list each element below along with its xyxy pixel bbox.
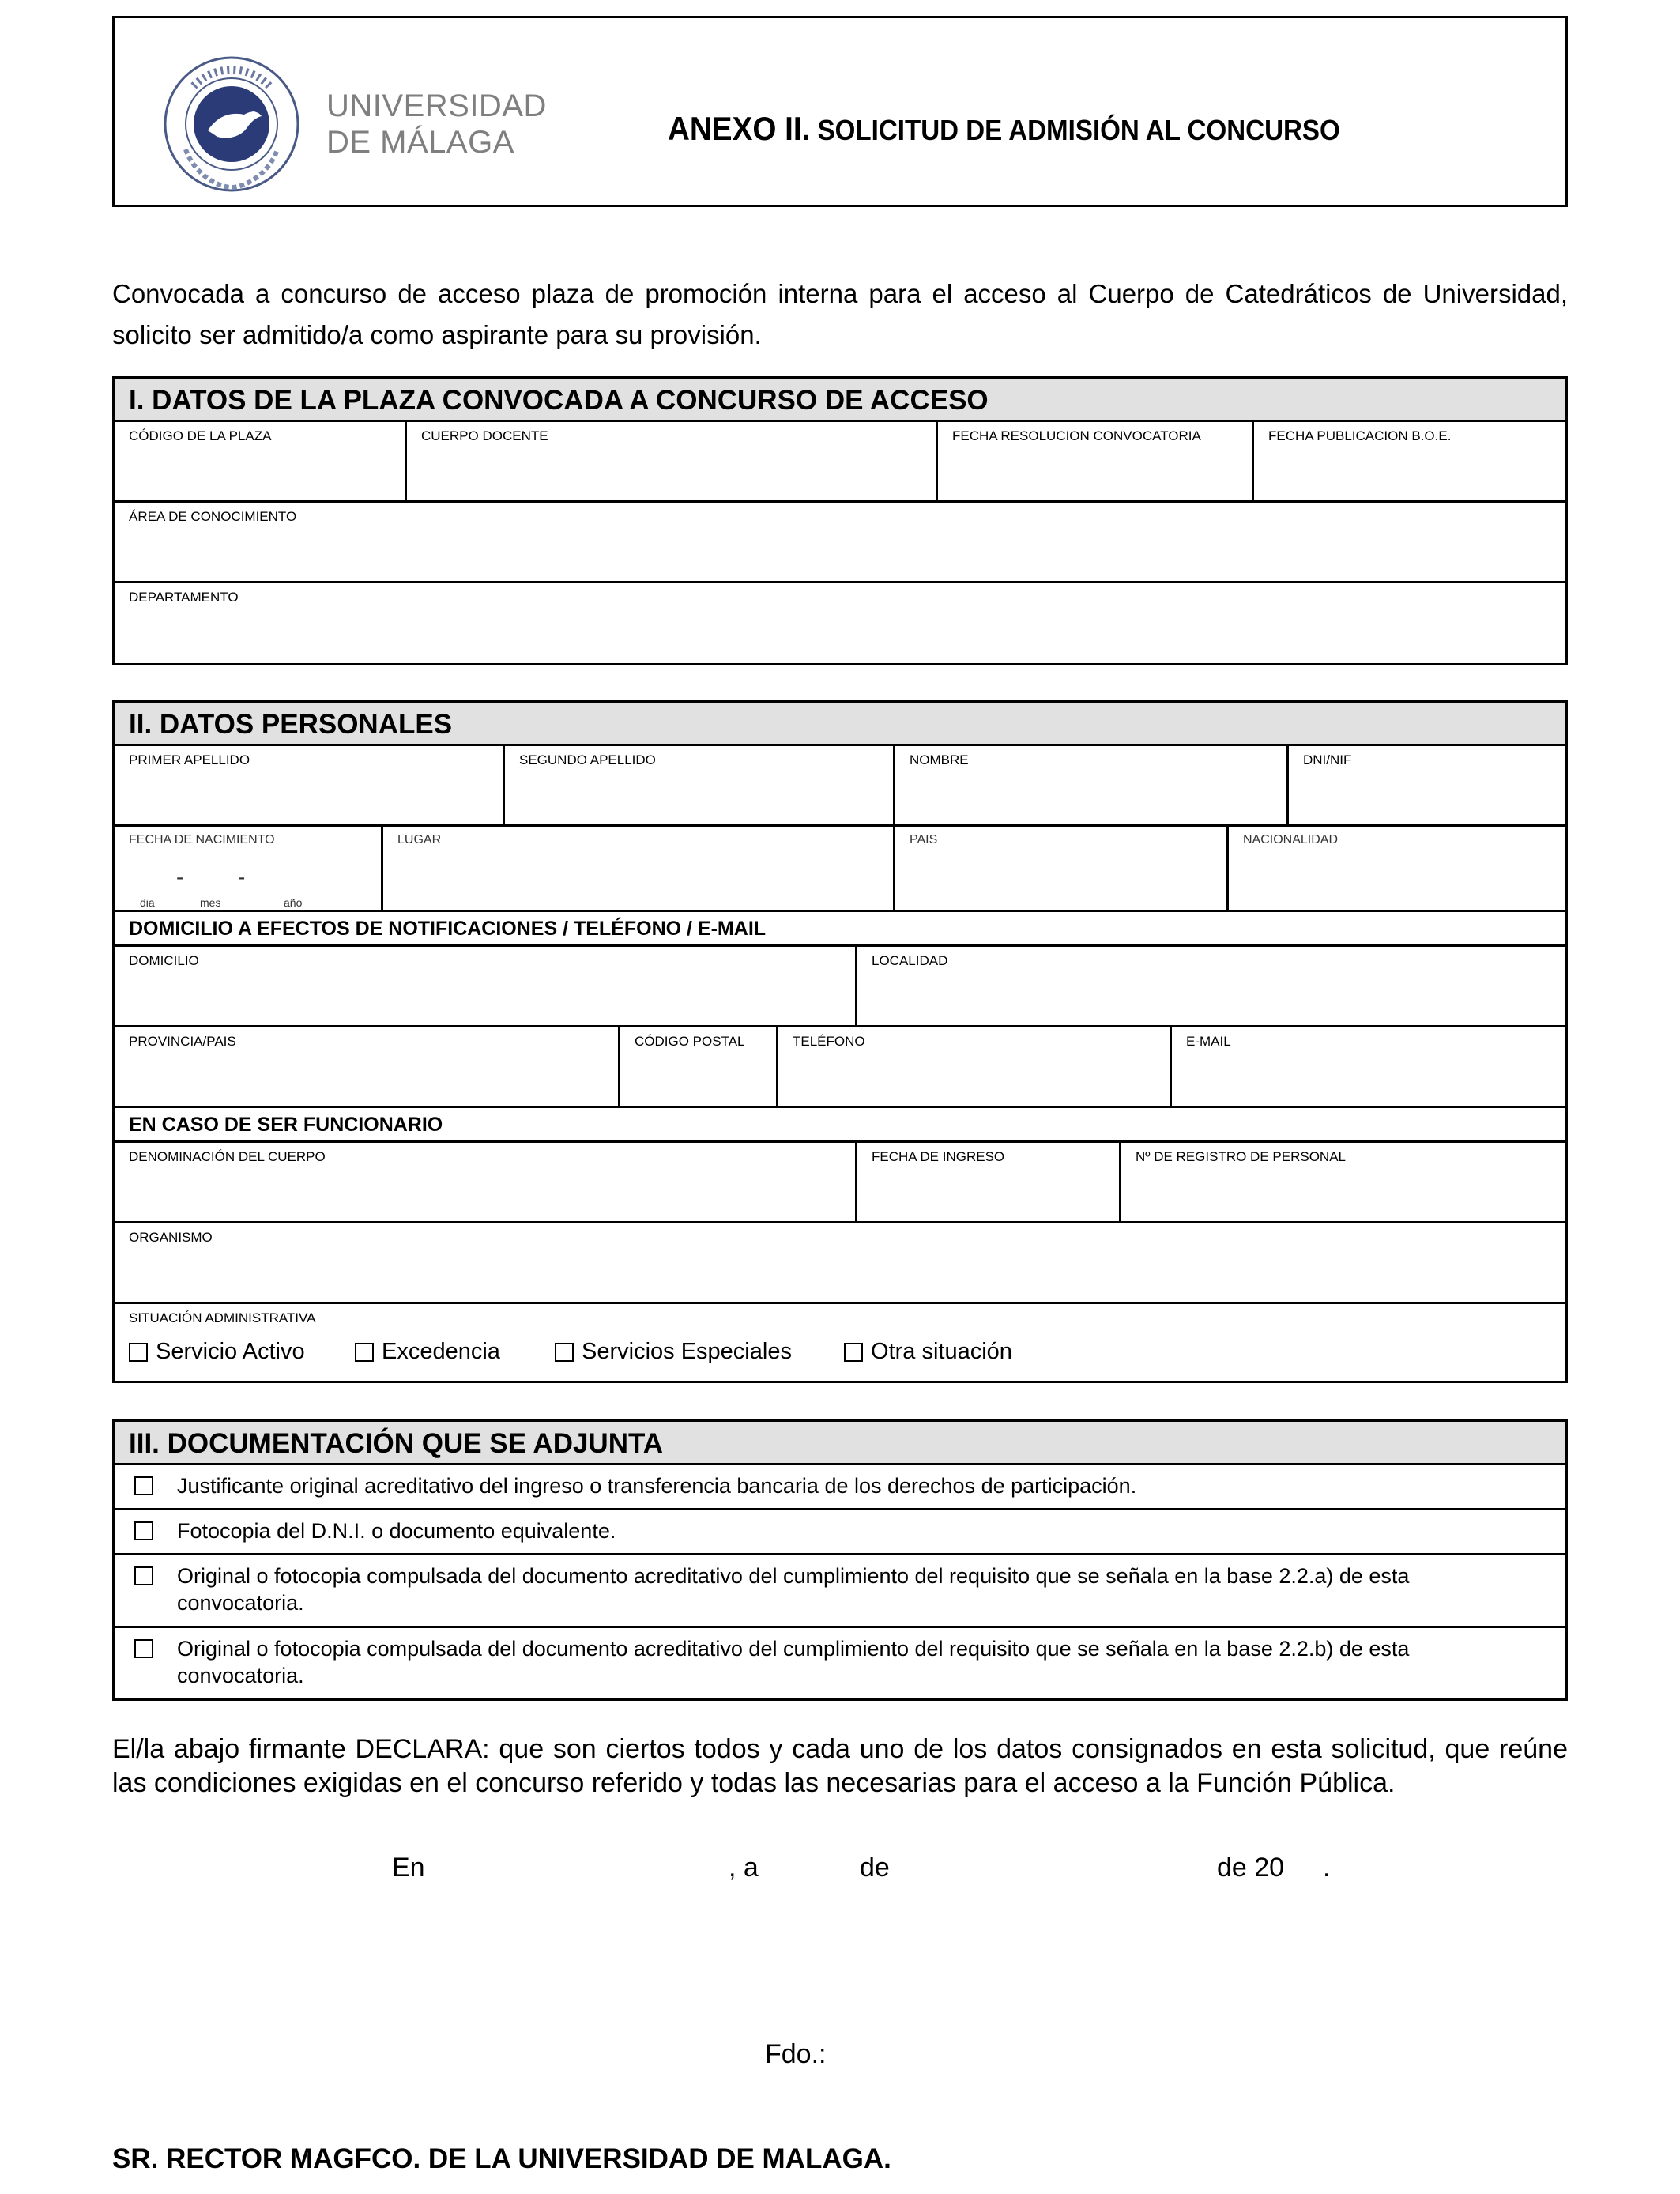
title-main: ANEXO II. — [668, 110, 811, 147]
personal-row-7 — [115, 1304, 1565, 1377]
personal-row-5 — [115, 1143, 1565, 1223]
domicilio-subheading: DOMICILIO A EFECTOS DE NOTIFICACIONES / TELÉFONO / E-MAIL — [115, 912, 1565, 947]
option-label: Excedencia — [382, 1339, 500, 1364]
checkbox[interactable] — [134, 1476, 153, 1495]
checkbox[interactable] — [844, 1343, 863, 1362]
doc-item-requisito-b[interactable] — [115, 1628, 1565, 1698]
place-en: En — [392, 1853, 425, 1883]
section-personal — [112, 700, 1568, 1383]
primer-apellido-field[interactable]: PRIMER APELLIDO — [115, 746, 505, 824]
doc-item-label: Fotocopia del D.N.I. o documento equivalente. — [177, 1519, 616, 1543]
option-excedencia[interactable] — [355, 1339, 555, 1365]
checkbox[interactable] — [555, 1343, 574, 1362]
checkbox[interactable] — [355, 1343, 374, 1362]
lugar-field[interactable]: LUGAR — [383, 827, 895, 910]
declaration-paragraph: El/la abajo firmante DECLARA: que son ciertos todos y cada uno de los datos consignados en esta solicitud, que reúne las condiciones exigidas en el concurso referido y todas las necesarias para el acceso a la Función Pública. — [112, 1734, 1568, 1798]
plaza-row-3 — [115, 583, 1565, 663]
doc-item-requisito-a[interactable] — [115, 1555, 1565, 1628]
option-otra-situacion[interactable] — [844, 1339, 1012, 1365]
personal-row-2 — [115, 827, 1565, 912]
nombre-field[interactable]: NOMBRE — [895, 746, 1289, 824]
telefono-field[interactable]: TELÉFONO — [778, 1027, 1172, 1106]
day-label: dia — [140, 896, 155, 909]
funcionario-subheading: EN CASO DE SER FUNCIONARIO — [115, 1108, 1565, 1143]
codigo-plaza-field[interactable]: CÓDIGO DE LA PLAZA — [115, 422, 407, 500]
plaza-row-2 — [115, 503, 1565, 583]
doc-item-justificante[interactable] — [115, 1465, 1565, 1510]
date-dot: . — [1323, 1853, 1331, 1883]
document-header — [112, 16, 1568, 207]
situacion-options — [129, 1339, 1012, 1365]
email-field[interactable]: E-MAIL — [1186, 1034, 1231, 1049]
personal-row-4 — [115, 1027, 1565, 1108]
date-de-20: de 20 — [1217, 1853, 1285, 1883]
personal-row-3 — [115, 947, 1565, 1027]
title-sub: SOLICITUD DE ADMISIÓN AL CONCURSO — [810, 114, 1340, 146]
codigo-postal-field[interactable]: CÓDIGO POSTAL — [620, 1027, 778, 1106]
situacion-label: SITUACIÓN ADMINISTRATIVA — [129, 1310, 316, 1325]
fecha-publicacion-field[interactable]: FECHA PUBLICACION B.O.E. — [1268, 428, 1452, 443]
nacionalidad-field[interactable]: NACIONALIDAD — [1243, 833, 1339, 846]
fecha-ingreso-field[interactable]: FECHA DE INGRESO — [857, 1143, 1121, 1221]
fecha-nacimiento-label: FECHA DE NACIMIENTO — [129, 833, 275, 846]
doc-item-dni[interactable] — [115, 1510, 1565, 1555]
date-separator-1: - — [176, 865, 184, 889]
checkbox[interactable] — [134, 1521, 153, 1540]
option-servicio-activo[interactable] — [129, 1339, 355, 1365]
year-label: año — [284, 896, 303, 909]
addressee: SR. RECTOR MAGFCO. DE LA UNIVERSIDAD DE MALAGA. — [112, 2143, 891, 2174]
organismo-field[interactable]: ORGANISMO — [129, 1230, 213, 1245]
university-seal-logo — [162, 55, 301, 194]
registro-personal-field[interactable]: Nº DE REGISTRO DE PERSONAL — [1136, 1149, 1346, 1164]
checkbox[interactable] — [134, 1639, 153, 1658]
date-separator-2: - — [238, 865, 246, 889]
area-conocimiento-field[interactable]: ÁREA DE CONOCIMIENTO — [129, 509, 297, 524]
fecha-resolucion-field[interactable]: FECHA RESOLUCION CONVOCATORIA — [938, 422, 1254, 500]
intro-paragraph: Convocada a concurso de acceso plaza de promoción interna para el acceso al Cuerpo de Catedráticos de Universidad, solicito ser admitido/a como aspirante para su provisión. — [112, 279, 1568, 349]
signature-label: Fdo.: — [765, 2039, 827, 2069]
plaza-row-1 — [115, 422, 1565, 503]
place-a: , a — [729, 1853, 759, 1883]
pais-field[interactable]: PAIS — [895, 827, 1229, 910]
section-documentacion — [112, 1419, 1568, 1701]
dni-field[interactable]: DNI/NIF — [1303, 752, 1352, 767]
option-label: Servicio Activo — [156, 1339, 305, 1364]
personal-row-6 — [115, 1223, 1565, 1304]
denominacion-cuerpo-field[interactable]: DENOMINACIÓN DEL CUERPO — [115, 1143, 857, 1221]
month-label: mes — [200, 896, 221, 909]
checkbox[interactable] — [134, 1566, 153, 1585]
section-plaza — [112, 376, 1568, 665]
wordmark-line-1: UNIVERSIDAD — [326, 89, 547, 123]
option-label: Servicios Especiales — [582, 1339, 792, 1364]
section-documentacion-title: III. DOCUMENTACIÓN QUE SE ADJUNTA — [115, 1422, 1565, 1465]
date-de: de — [860, 1853, 890, 1883]
checkbox[interactable] — [129, 1343, 148, 1362]
doc-item-label: Justificante original acreditativo del ingreso o transferencia bancaria de los derechos de participación. — [177, 1474, 1137, 1498]
provincia-field[interactable]: PROVINCIA/PAIS — [115, 1027, 620, 1106]
university-wordmark — [326, 88, 547, 160]
personal-row-1 — [115, 746, 1565, 827]
wordmark-line-2: DE MÁLAGA — [326, 125, 514, 160]
document-title — [668, 110, 1340, 148]
option-servicios-especiales[interactable] — [555, 1339, 844, 1365]
cuerpo-docente-field[interactable]: CUERPO DOCENTE — [407, 422, 938, 500]
doc-item-label: Original o fotocopia compulsada del documento acreditativo del cumplimiento del requisito que se señala en la base 2.2.a) de esta convocatoria. — [177, 1564, 1410, 1615]
section-personal-title: II. DATOS PERSONALES — [115, 703, 1565, 746]
option-label: Otra situación — [871, 1339, 1012, 1364]
fecha-nacimiento-field[interactable] — [115, 827, 383, 910]
departamento-field[interactable]: DEPARTAMENTO — [129, 590, 239, 605]
situacion-administrativa-cell — [115, 1304, 1565, 1377]
section-plaza-title: I. DATOS DE LA PLAZA CONVOCADA A CONCURSO DE ACCESO — [115, 379, 1565, 422]
localidad-field[interactable]: LOCALIDAD — [872, 953, 948, 968]
domicilio-field[interactable]: DOMICILIO — [115, 947, 857, 1025]
doc-item-label: Original o fotocopia compulsada del documento acreditativo del cumplimiento del requisito que se señala en la base 2.2.b) de esta convocatoria. — [177, 1637, 1410, 1687]
segundo-apellido-field[interactable]: SEGUNDO APELLIDO — [505, 746, 895, 824]
